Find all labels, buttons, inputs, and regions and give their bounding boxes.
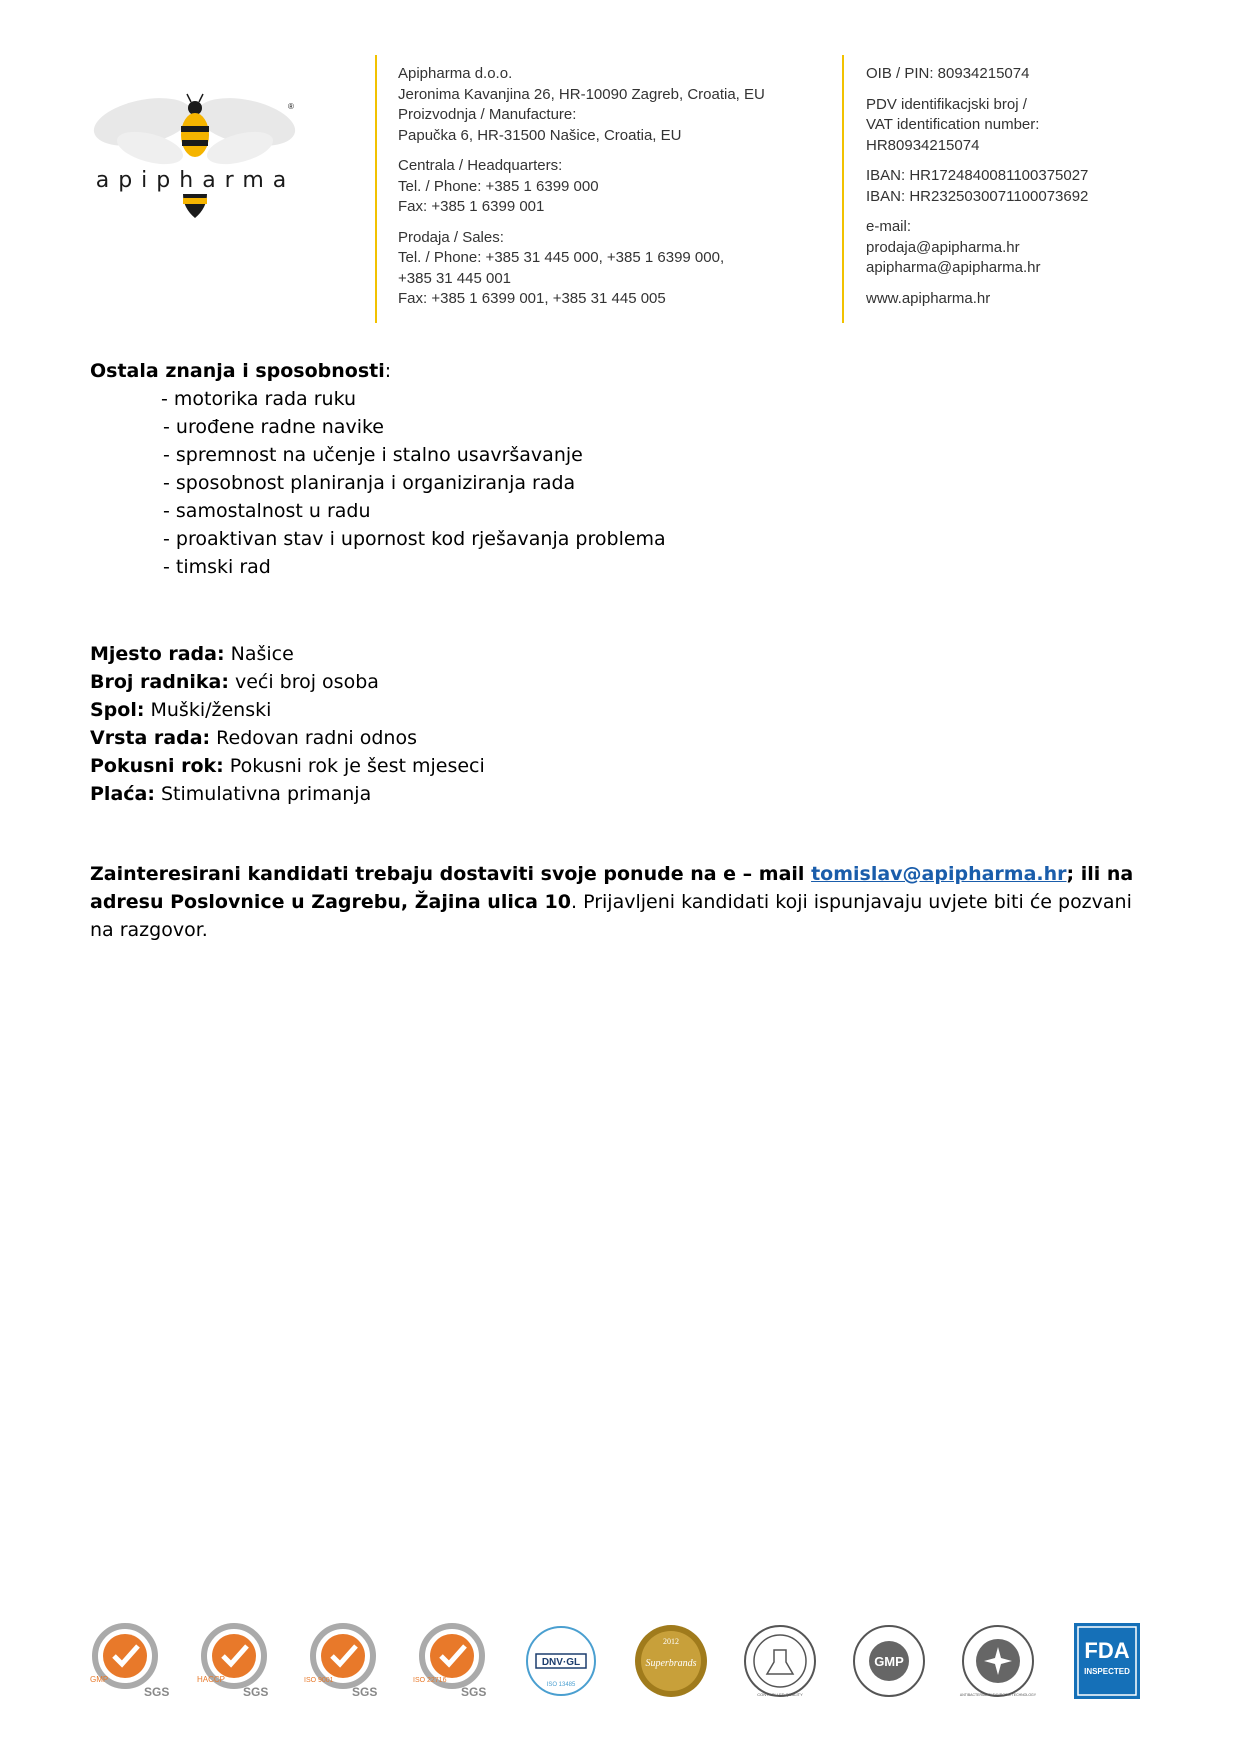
closing-outro: . Prijavljeni kandidati koji ispunjavaju uvjete biti će pozvani na razgovor. — [90, 891, 1132, 941]
fact-row-probation — [90, 752, 485, 780]
badge-brand: SGS — [352, 1685, 378, 1699]
list-item: - motorika rada ruku — [161, 388, 357, 410]
fact-row-salary — [90, 780, 485, 808]
badge-label: ANTIBACTERIAL CLEANROOM TECHNOLOGY — [959, 1693, 1036, 1697]
fact-label: Plaća: — [90, 783, 155, 805]
contact-email-link[interactable]: tomislav@apipharma.hr — [811, 863, 1067, 885]
badge-label: Superbrands — [644, 1658, 697, 1669]
controlled-quality-badge-icon — [741, 1622, 819, 1700]
iban-2: IBAN: HR2325030071100073692 — [866, 187, 1089, 205]
application-instructions — [90, 860, 1150, 944]
manufacture-address: Papučka 6, HR-31500 Našice, Croatia, EU — [398, 126, 682, 144]
badge-brand: SGS — [461, 1685, 487, 1699]
skills-list — [163, 385, 666, 581]
fact-value: Pokusni rok je šest mjeseci — [223, 755, 485, 777]
oib: OIB / PIN: 80934215074 — [866, 65, 1030, 82]
vat-number: HR80934215074 — [866, 136, 980, 154]
badge-label: GMP — [873, 1654, 904, 1669]
fact-value: Stimulativna primanja — [154, 783, 372, 805]
iban-1: IBAN: HR1724840081100375027 — [866, 167, 1089, 184]
sgs-iso22716-badge-icon — [413, 1622, 491, 1700]
closing-intro: Zainteresirani kandidati trebaju dostaviti svoje ponude na e – mail — [90, 863, 812, 885]
badge-label: FDA — [1084, 1638, 1130, 1663]
skills-heading: Ostala znanja i sposobnosti — [90, 360, 385, 382]
fact-row-location — [90, 640, 485, 668]
badge-brand: SGS — [243, 1685, 269, 1699]
company-id-column — [866, 64, 1166, 309]
badge-sub: ISO 13485 — [547, 1682, 576, 1688]
badge-label: DNV·GL — [542, 1657, 581, 1668]
sales-fax: Fax: +385 1 6399 001, +385 31 445 005 — [398, 290, 666, 307]
company-address: Jeronima Kavanjina 26, HR-10090 Zagreb, Croatia, EU — [398, 85, 765, 103]
website-link[interactable]: www.apipharma.hr — [866, 289, 991, 307]
sales-phone: Tel. / Phone: +385 31 445 000, +385 1 6399 000, — [398, 249, 725, 266]
fact-row-employment-type — [90, 724, 485, 752]
fact-value: Muški/ženski — [144, 699, 272, 721]
job-facts — [90, 640, 485, 808]
headquarters-fax: Fax: +385 1 6399 001 — [398, 198, 545, 215]
header-divider-right — [842, 55, 844, 323]
badge-label: GMP — [90, 1675, 109, 1684]
company-name: Apipharma d.o.o. — [398, 65, 513, 82]
superbrands-badge-icon — [632, 1622, 710, 1700]
manufacture-label: Proizvodnja / Manufacture: — [398, 106, 577, 123]
badge-label: ISO 22716 — [413, 1677, 447, 1684]
fact-label: Vrsta rada: — [90, 727, 211, 749]
fact-value: veći broj osoba — [228, 671, 379, 693]
fact-label: Spol: — [90, 699, 145, 721]
list-item: - proaktivan stav i upornost kod rješavanja problema — [163, 528, 666, 550]
bee-logo-icon — [88, 90, 303, 170]
list-item: - spremnost na učenje i stalno usavršavanje — [163, 444, 583, 466]
badge-label: ISO 9001 — [304, 1677, 334, 1684]
headquarters-phone: Tel. / Phone: +385 1 6399 000 — [398, 177, 599, 195]
list-item: - urođene radne navike — [163, 416, 384, 438]
sgs-gmp-badge-icon — [86, 1622, 170, 1700]
company-contact-column — [398, 64, 828, 310]
company-logo — [88, 90, 303, 220]
sgs-haccp-badge-icon — [195, 1622, 273, 1700]
badge-label: CONTROLLED QUALITY — [756, 1692, 803, 1697]
list-item: - sposobnost planiranja i organiziranja rada — [163, 472, 576, 494]
badge-year: 2012 — [662, 1637, 679, 1646]
fda-badge-icon — [1068, 1622, 1146, 1700]
list-item: - samostalnost u radu — [163, 500, 371, 522]
logo-text: apipharma — [95, 168, 296, 193]
bee-abdomen-icon — [181, 194, 209, 220]
gmp-pharma-badge-icon — [850, 1622, 928, 1700]
fact-value: Našice — [224, 643, 294, 665]
email-info[interactable]: apipharma@apipharma.hr — [866, 259, 1041, 276]
fact-label: Mjesto rada: — [90, 643, 225, 665]
list-item: - timski rad — [163, 556, 271, 578]
email-label: e-mail: — [866, 218, 912, 235]
closing-address: ; ili na adresu Poslovnice u Zagrebu, Žajina ulica 10 — [90, 863, 1134, 913]
fact-label: Pokusni rok: — [90, 755, 224, 777]
email-sales[interactable]: prodaja@apipharma.hr — [866, 238, 1020, 256]
fact-label: Broj radnika: — [90, 671, 229, 693]
fact-value: Redovan radni odnos — [210, 727, 417, 749]
badge-sub: INSPECTED — [1084, 1667, 1130, 1676]
skills-heading-colon: : — [384, 360, 392, 382]
dnv-gl-badge-icon — [522, 1622, 600, 1700]
skills-title — [90, 360, 391, 382]
header-divider-left — [375, 55, 377, 323]
headquarters-label: Centrala / Headquarters: — [398, 157, 563, 174]
fact-row-gender — [90, 696, 485, 724]
vat-label: PDV identifikacjski broj / — [866, 95, 1027, 113]
sales-phone-2: +385 31 445 001 — [398, 269, 512, 287]
badge-label: HACCP — [197, 1675, 226, 1684]
vat-label-en: VAT identification number: — [866, 116, 1040, 133]
sales-label: Prodaja / Sales: — [398, 228, 504, 246]
cleanroom-badge-icon — [959, 1622, 1037, 1700]
certification-badges — [86, 1620, 1146, 1702]
sgs-iso9001-badge-icon — [304, 1622, 382, 1700]
badge-brand: SGS — [144, 1685, 170, 1699]
registered-mark: ® — [288, 102, 294, 111]
fact-row-headcount — [90, 668, 485, 696]
